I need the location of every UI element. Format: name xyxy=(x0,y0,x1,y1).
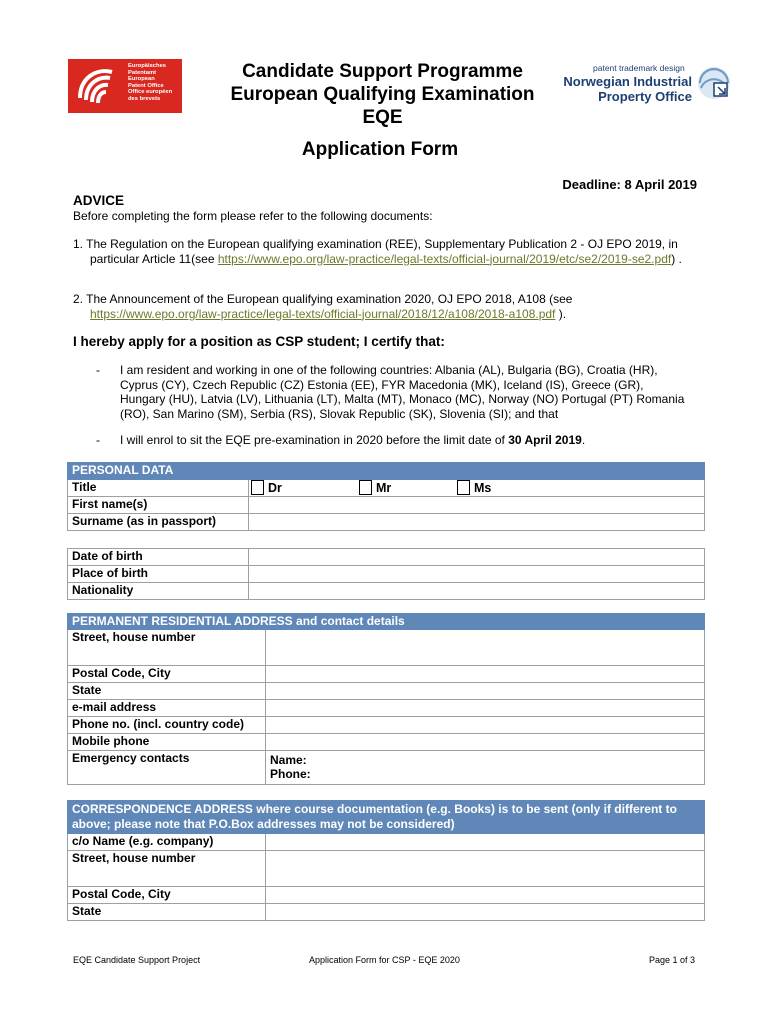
corr-state-field[interactable] xyxy=(266,904,705,921)
deadline: Deadline: 8 April 2019 xyxy=(562,177,697,192)
dr-checkbox[interactable] xyxy=(251,480,264,495)
phone-field[interactable] xyxy=(266,717,705,734)
postal-label: Postal Code, City xyxy=(68,666,266,683)
nationality-label: Nationality xyxy=(68,583,249,600)
personal-data-header: PERSONAL DATA xyxy=(68,463,705,480)
mr-checkbox[interactable] xyxy=(359,480,372,495)
certify-bullet-2: - I will enrol to sit the EQE pre-examination in 2020 before the limit date of 30 April 2019. xyxy=(96,433,586,447)
first-name-label: First name(s) xyxy=(68,497,249,514)
apply-heading: I hereby apply for a position as CSP student; I certify that: xyxy=(73,334,445,349)
form-title: Application Form xyxy=(301,139,459,160)
co-name-field[interactable] xyxy=(266,834,705,851)
surname-label: Surname (as in passport) xyxy=(68,514,249,531)
epo-logo-words: Europäisches Patentamt European Patent Office Office européen des brevets xyxy=(128,63,173,102)
surname-field[interactable] xyxy=(249,514,705,531)
title-option-ms[interactable]: Ms xyxy=(457,480,491,495)
state-label: State xyxy=(68,683,266,700)
footer-left: EQE Candidate Support Project xyxy=(73,955,201,965)
corr-postal-field[interactable] xyxy=(266,887,705,904)
nipo-emblem-icon xyxy=(697,66,731,100)
nipo-name: Norwegian Industrial Property Office xyxy=(563,74,692,104)
title-option-mr[interactable]: Mr xyxy=(359,480,391,495)
address-header: PERMANENT RESIDENTIAL ADDRESS and contact details xyxy=(68,614,705,630)
email-field[interactable] xyxy=(266,700,705,717)
certify-bullet-1: - I am resident and working in one of the following countries: Albania (AL), Bulgaria (BG), Croatia (HR), Cyprus (CY), Czech Republic (CZ) Estonia (EE), FYR Macedonia (MK), Iceland (IS), Greece (GR), Hungary (HU), Latvia (LV), Lithuania (LT), Malta (MT), Monaco (MC), Norway (NO) Portugal (PT) Romania (RO), San Marino (SM), Serbia (RS), Slovak Republic (SK), Slovenia (SI); and that xyxy=(96,363,685,421)
emergency-field[interactable]: Name: Phone: xyxy=(266,751,705,785)
epo-spiral-icon xyxy=(74,64,118,108)
email-label: e-mail address xyxy=(68,700,266,717)
mobile-field[interactable] xyxy=(266,734,705,751)
pob-label: Place of birth xyxy=(68,566,249,583)
address-table xyxy=(67,613,705,785)
nipo-logo: patent trademark design Norwegian Industrial Property Office xyxy=(560,63,740,107)
co-name-label: c/o Name (e.g. company) xyxy=(68,834,266,851)
title-options xyxy=(249,480,705,497)
postal-field[interactable] xyxy=(266,666,705,683)
dob-field[interactable] xyxy=(249,549,705,566)
footer-center: Application Form for CSP - EQE 2020 xyxy=(309,955,460,965)
correspondence-header: CORRESPONDENCE ADDRESS where course documentation (e.g. Books) is to be sent (only if different to above; please note that P.O.Box addresses may not be considered) xyxy=(68,801,705,834)
corr-postal-label: Postal Code, City xyxy=(68,887,266,904)
advice-heading: ADVICE xyxy=(73,193,125,208)
corr-street-label: Street, house number xyxy=(68,851,266,887)
advice-item-2: 2. The Announcement of the European qualifying examination 2020, OJ EPO 2018, A108 (see https://www.epo.org/law-practice/legal-texts/official-journal/2018/12/a108/2018-a108.pdf ). xyxy=(73,292,573,321)
title-option-dr[interactable]: Dr xyxy=(251,480,282,495)
corr-state-label: State xyxy=(68,904,266,921)
dob-label: Date of birth xyxy=(68,549,249,566)
street-field[interactable] xyxy=(266,630,705,666)
nationality-field[interactable] xyxy=(249,583,705,600)
title-label: Title xyxy=(68,480,249,497)
emergency-label: Emergency contacts xyxy=(68,751,266,785)
state-field[interactable] xyxy=(266,683,705,700)
street-label: Street, house number xyxy=(68,630,266,666)
announcement-link[interactable]: https://www.epo.org/law-practice/legal-texts/official-journal/2018/12/a108/2018-a108.pdf xyxy=(90,306,556,321)
corr-street-field[interactable] xyxy=(266,851,705,887)
phone-label: Phone no. (incl. country code) xyxy=(68,717,266,734)
regulation-link[interactable]: https://www.epo.org/law-practice/legal-texts/official-journal/2019/etc/se2/2019-se2.pdf xyxy=(217,251,672,266)
programme-title: Candidate Support Programme European Qualifying Examination EQE xyxy=(230,61,535,128)
advice-item-1: 1. The Regulation on the European qualifying examination (REE), Supplementary Publication 2 - OJ EPO 2019, in particular Article 11(see https://www.epo.org/law-practice/legal-texts/official-journal/2019/etc/se2/2019-se2.pdf) . xyxy=(73,237,682,266)
correspondence-table xyxy=(67,800,705,921)
ms-checkbox[interactable] xyxy=(457,480,470,495)
pob-field[interactable] xyxy=(249,566,705,583)
personal-data-table xyxy=(67,462,705,531)
footer-page-number: Page 1 of 3 xyxy=(648,955,695,965)
first-name-field[interactable] xyxy=(249,497,705,514)
epo-logo xyxy=(68,59,182,113)
personal-details-table xyxy=(67,548,705,600)
advice-intro: Before completing the form please refer to the following documents: xyxy=(73,209,433,223)
mobile-label: Mobile phone xyxy=(68,734,266,751)
